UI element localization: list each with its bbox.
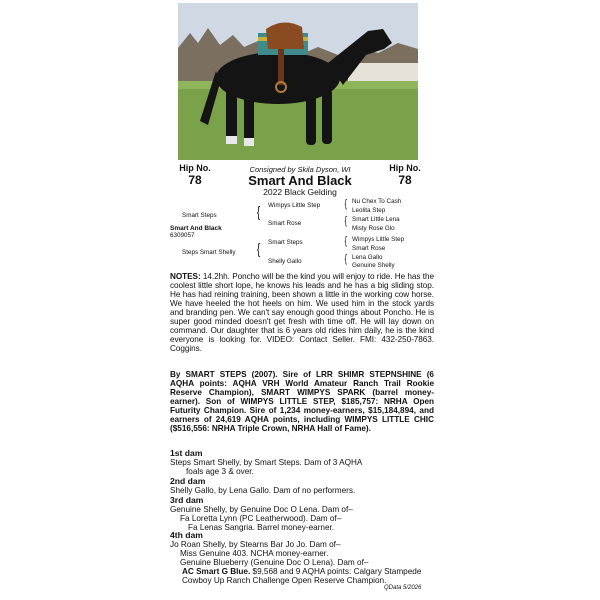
- pedigree-sire-dam: Smart Rose: [268, 220, 302, 227]
- pedigree-brace: {: [344, 198, 348, 210]
- pedigree-dam-sire: Smart Steps: [268, 239, 303, 246]
- first-dam-line: Steps Smart Shelly, by Smart Steps. Dam of 3 AQHA: [170, 458, 363, 467]
- pedigree-brace: {: [256, 204, 261, 221]
- pedigree-brace: {: [256, 241, 261, 258]
- ac-text: $9,568 and 9 AQHA points: Calgary Stampede Cowboy Up Ranch Challenge Open Reserve Champion.: [182, 567, 422, 585]
- sire-paragraph: By SMART STEPS (2007). Sire of LRR SHIMR STEPNSHINE (6 AQHA points: AQHA VRH World Amateur Ranch Trail Rookie Reserve Champion), SMART WIMPYS SPARK (barrel money-earner). Son of WIMPYS LITTLE STEP, $185,757: NRHA Open Futurity Champion. Sire of 1,234 money-earners, $15,184,894, and earners of 24,619 AQHA points, including WIMPYS LITTLE CHIC ($516,556: NRHA Triple Crown, NRHA Hall of Fame).: [170, 370, 434, 433]
- pedigree-gen3: Misty Rose Glo: [352, 225, 395, 232]
- horse-description: 2022 Black Gelding: [263, 187, 337, 197]
- pedigree-dam: Steps Smart Shelly: [182, 249, 236, 256]
- pedigree-gen3: Genuine Shelly: [352, 262, 395, 269]
- hip-label: Hip No.: [179, 163, 211, 173]
- third-dam-line: Genuine Shelly, by Genuine Doc O Lena. Dam of–: [170, 505, 353, 514]
- ac-name: AC Smart G Blue.: [182, 567, 251, 576]
- pedigree-horse: Smart And Black: [170, 225, 222, 232]
- footer-qdata: QData 5/2026: [384, 585, 422, 591]
- notes-label: NOTES:: [170, 272, 201, 281]
- pedigree-gen3: Lena Gallo: [352, 254, 383, 261]
- notes-paragraph: [170, 272, 434, 353]
- pedigree-sire: Smart Steps: [182, 212, 217, 219]
- pedigree-gen3: Smart Little Lena: [352, 216, 400, 223]
- hip-number: 78: [398, 173, 412, 187]
- pedigree-brace: {: [344, 235, 348, 247]
- fourth-dam-line: Jo Roan Shelly, by Stearns Bar Jo Jo. Dam of–: [170, 540, 341, 549]
- first-dam-line: foals age 3 & over.: [186, 467, 254, 476]
- pedigree-dam-dam: Shelly Gallo: [268, 258, 302, 265]
- pedigree-gen3: Smart Rose: [352, 245, 386, 252]
- pedigree-gen3: Nu Chex To Cash: [352, 198, 402, 205]
- second-dam-heading: 2nd dam: [170, 476, 206, 486]
- fourth-dam-line: Genuine Blueberry (Genuine Doc O Lena). Dam of–: [180, 558, 369, 567]
- pedigree-sire-sire: Wimpys Little Step: [268, 202, 321, 209]
- third-dam-heading: 3rd dam: [170, 495, 204, 505]
- third-dam-line: Fa Loretta Lynn (PC Leatherwood). Dam of–: [180, 514, 342, 523]
- ac-smart-g-blue-line: [182, 567, 440, 585]
- fourth-dam-heading: 4th dam: [170, 530, 203, 540]
- pedigree-brace: {: [344, 215, 348, 227]
- horse-photo: [178, 3, 418, 160]
- pedigree-gen3: Leolita Step: [352, 207, 386, 214]
- notes-text: 14.2hh. Poncho will be the kind you will enjoy to ride. He has the coolest little short lope, he knows his leads and he has a big sliding stop. He has had reining training, been shown a little in the working cow horse. We have heeled the hot heels on him. We used him in the stock yards and branding pen. We can't say enough good things about Poncho. He is super good minded doesn't get fresh with time off. He will lay down on command. Our daughter that is 6 years old rides him daily, he is the kind everyone is looking for. VIDEO: Contact Seller. FMI: 432-250-7863. Coggins.: [170, 272, 434, 353]
- pedigree-gen3: Wimpys Little Step: [352, 236, 405, 243]
- hip-label: Hip No.: [389, 163, 421, 173]
- consignor-line: Consigned by Skila Dyson, WI: [249, 165, 351, 174]
- first-dam-heading: 1st dam: [170, 448, 203, 458]
- horse-name: Smart And Black: [248, 173, 352, 188]
- registration-number: 6309057: [170, 232, 195, 239]
- hip-number: 78: [188, 173, 202, 187]
- second-dam-line: Shelly Gallo, by Lena Gallo. Dam of no performers.: [170, 486, 356, 495]
- fourth-dam-line: Miss Genuine 403. NCHA money-earner.: [180, 549, 329, 558]
- third-dam-line: Fa Lenas Sangria. Barrel money-earner.: [188, 523, 335, 532]
- pedigree-brace: {: [344, 253, 348, 265]
